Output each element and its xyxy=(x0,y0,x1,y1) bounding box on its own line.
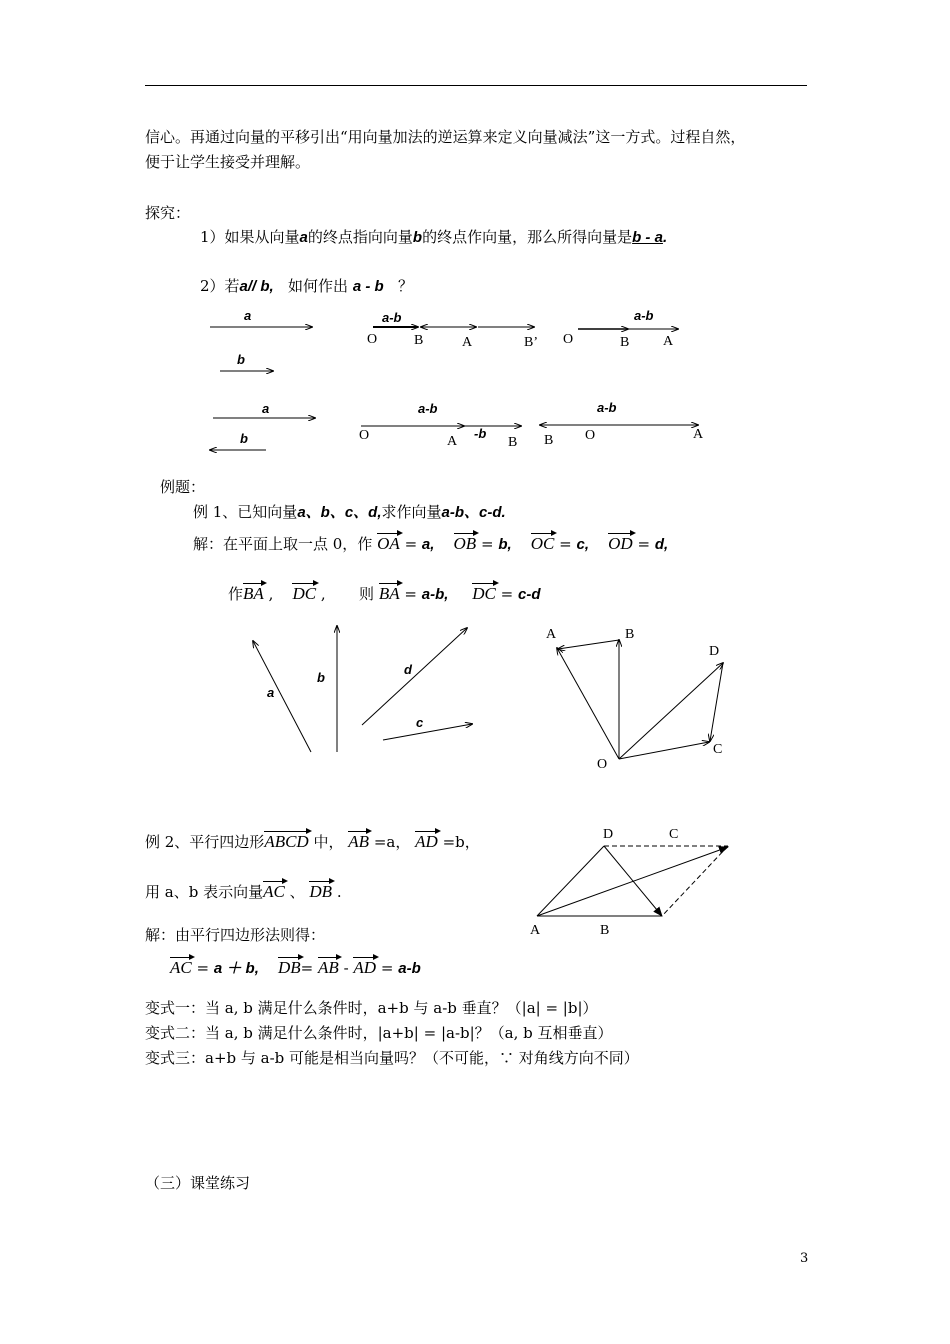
vec-AD-2: AD xyxy=(353,958,377,977)
label-A-1: A xyxy=(462,335,473,350)
label-a-2: a xyxy=(262,401,270,416)
intro-line-1: 信心。再通过向量的平移引出“用向量加法的逆运算来定义向量减法”这一方式。过程自然， xyxy=(145,128,746,146)
label-vec-d: d xyxy=(404,662,412,677)
vec-OC: OC xyxy=(530,534,555,553)
intro-line-2: 便于让学生接受并理解。 xyxy=(145,153,311,171)
fig-four-vectors xyxy=(253,626,723,759)
label-pt-A: A xyxy=(546,627,557,642)
side-AD xyxy=(537,846,604,916)
label-a: a xyxy=(244,308,252,323)
vec-OB: OB xyxy=(453,534,477,553)
answer-b-minus-a: b - a xyxy=(632,229,663,246)
label-para-D: D xyxy=(603,827,614,842)
vector-c-drawn xyxy=(383,724,472,740)
example-2-line-1: 例 2、平行四边形ABCD 中， AB =a， AD =b， xyxy=(145,832,480,851)
label-A-3: A xyxy=(447,434,458,449)
label-O-3: O xyxy=(359,428,370,443)
vec-DC-2: DC xyxy=(472,584,496,603)
example-heading: 例题： xyxy=(160,478,206,496)
label-vec-c: c xyxy=(416,715,424,730)
label-para-B: B xyxy=(600,923,610,938)
vec-DB-2: DB xyxy=(277,958,301,977)
explore-question-1: 1）如果从向量a的终点指向向量b的终点作向量，那么所得向量是b - a. xyxy=(200,228,668,246)
vector-dc xyxy=(710,663,723,741)
label-Bprime: B’ xyxy=(524,335,538,350)
label-amb-3: a-b xyxy=(418,401,438,416)
vec-DC: DC xyxy=(292,584,317,603)
solution-1-line-2: 作BA , DC , 则 BA = a-b, DC = c-d xyxy=(228,584,541,603)
vector-ba xyxy=(558,640,619,649)
example-1: 例 1、已知向量a、b、c、d,求作向量a-b、c-d. xyxy=(193,503,506,521)
vec-DB: DB xyxy=(309,882,333,901)
side-CB xyxy=(662,846,728,916)
label-pt-D: D xyxy=(709,644,720,659)
label-amb-4: a-b xyxy=(597,400,617,415)
label-b-2: b xyxy=(240,431,248,446)
page-number: 3 xyxy=(800,1251,809,1266)
label-vec-a: a xyxy=(267,685,275,700)
vec-AC: AC xyxy=(263,882,285,901)
fig-parallelogram xyxy=(537,846,728,916)
vec-AC-2: AC xyxy=(170,958,192,977)
vec-OD: OD xyxy=(608,534,633,553)
vector-od xyxy=(619,663,723,759)
diag-AC xyxy=(537,847,728,916)
section-heading: （三）课堂练习 xyxy=(145,1174,251,1192)
example-2-solution: 解：由平行四边形法则得： xyxy=(145,926,326,944)
vec-AB-2: AB xyxy=(318,958,339,977)
vec-BA: BA xyxy=(243,584,264,603)
label-B-2: B xyxy=(620,335,630,350)
explore-question-2: 2）若a// b, 如何作出 a - b ？ xyxy=(200,277,414,295)
variant-3: 变式三：a+b 与 a-b 可能是相当向量吗？（不可能，∵ 对角线方向不同） xyxy=(145,1049,639,1067)
label-b: b xyxy=(237,352,245,367)
example-2-line-2: 用 a、b 表示向量AC 、 DB . xyxy=(145,882,342,901)
label-para-A: A xyxy=(530,923,541,938)
variant-1: 变式一：当 a, b 满足什么条件时，a+b 与 a-b 垂直？（|a| = |b|） xyxy=(145,999,598,1017)
diag-DB xyxy=(604,846,662,916)
solution-1-line-1: 解：在平面上取一点 0，作 OA = a, OB = b, OC = c, OD = d, xyxy=(193,534,669,553)
vector-d-drawn xyxy=(362,628,467,725)
label-B-1: B xyxy=(414,333,424,348)
vec-OA: OA xyxy=(377,534,400,553)
label-O-4: O xyxy=(585,428,596,443)
label-mb: -b xyxy=(474,426,487,441)
label-B-3: B xyxy=(508,435,518,450)
vector-oa xyxy=(557,648,619,759)
vec-BA-2: BA xyxy=(378,584,400,603)
variant-2: 变式二：当 a, b 满足什么条件时，|a+b| = |a-b|？（a, b 互相垂直） xyxy=(145,1024,613,1042)
vec-AB: AB xyxy=(348,832,370,851)
label-O-1: O xyxy=(367,332,378,347)
label-para-C: C xyxy=(669,827,679,842)
example-2-result: AC = a ＋ b, DB= AB - AD = a-b xyxy=(170,958,421,977)
label-amb-1: a-b xyxy=(382,310,402,325)
label-pt-B: B xyxy=(625,627,635,642)
vec-AD: AD xyxy=(415,832,438,851)
label-pt-C: C xyxy=(713,742,723,757)
label-A-4: A xyxy=(693,427,704,442)
label-vec-b: b xyxy=(317,670,325,685)
label-O-2: O xyxy=(563,332,574,347)
label-A-2: A xyxy=(663,334,674,349)
vector-oc xyxy=(619,742,709,759)
label-pt-O: O xyxy=(597,757,608,772)
explore-heading: 探究： xyxy=(145,204,191,222)
label-amb-2: a-b xyxy=(634,308,654,323)
label-B-4: B xyxy=(544,433,554,448)
vector-a-drawn xyxy=(253,641,311,752)
